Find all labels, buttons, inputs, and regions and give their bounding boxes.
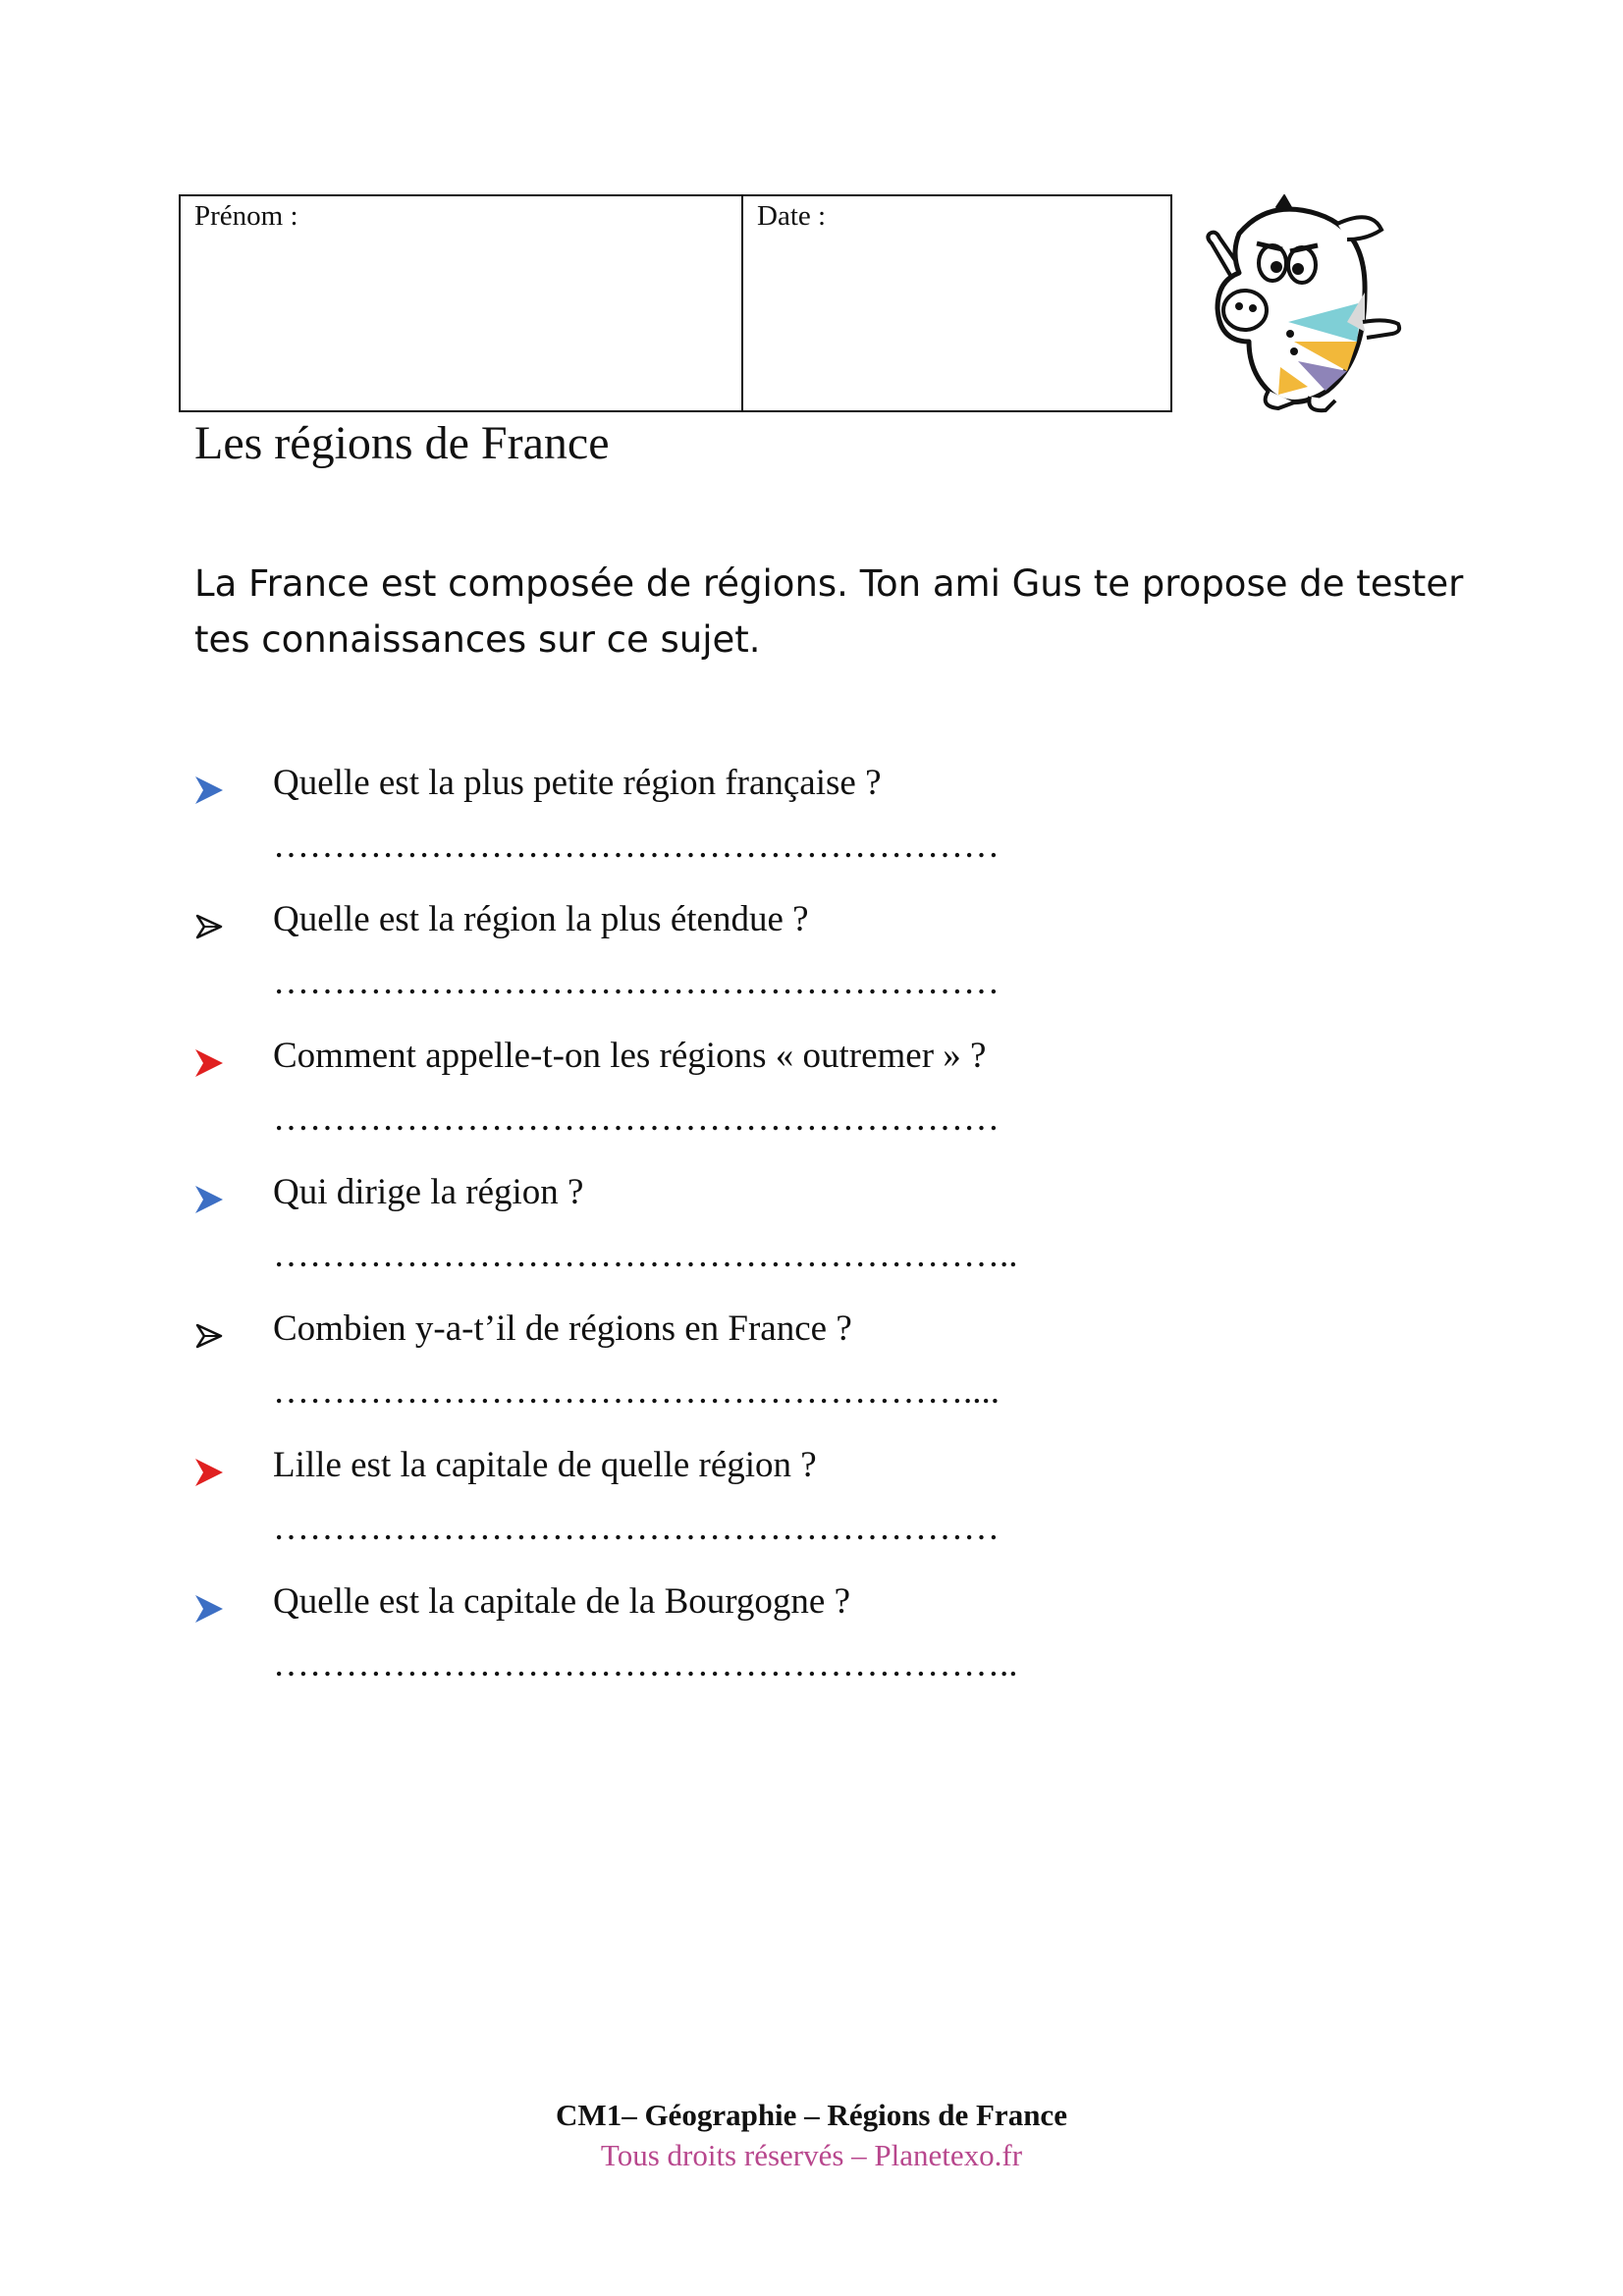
date-field[interactable]	[743, 196, 1170, 410]
answer-line[interactable]: ……………………………………………………	[273, 826, 1000, 866]
question-text: Qui dirige la région ?	[273, 1172, 584, 1212]
answer-line[interactable]: ……………………………………………………	[273, 1098, 1000, 1139]
answer-line[interactable]: ……………………………………………………..	[273, 1235, 1018, 1275]
red-arrow-icon	[192, 1456, 226, 1489]
question-text: Lille est la capitale de quelle région ?	[273, 1445, 817, 1485]
question-item	[0, 1445, 1623, 1570]
name-field[interactable]	[181, 196, 743, 410]
date-label: Date :	[757, 200, 827, 232]
question-text: Quelle est la plus petite région française ?	[273, 763, 882, 803]
question-item	[0, 1172, 1623, 1297]
question-item	[0, 1581, 1623, 1706]
blue-arrow-icon	[192, 1592, 226, 1626]
black-arrow-icon	[192, 1319, 226, 1353]
question-item	[0, 1036, 1623, 1160]
intro-line-2: tes connaissances sur ce sujet.	[194, 618, 761, 661]
answer-line[interactable]: ……………………………………………………	[273, 962, 1000, 1002]
question-text: Combien y-a-t’il de régions en France ?	[273, 1308, 852, 1349]
gus-mascot-icon	[1200, 194, 1408, 414]
answer-line[interactable]: ……………………………………………………	[273, 1508, 1000, 1548]
name-label: Prénom :	[194, 200, 298, 232]
page-title: Les régions de France	[194, 417, 610, 469]
question-text: Comment appelle-t-on les régions « outremer » ?	[273, 1036, 987, 1076]
answer-line[interactable]: …………………………………………………....	[273, 1371, 1000, 1412]
student-info-table	[179, 194, 1172, 412]
question-item	[0, 899, 1623, 1024]
question-text: Quelle est la région la plus étendue ?	[273, 899, 809, 939]
intro-text	[194, 556, 1471, 667]
answer-line[interactable]: ……………………………………………………..	[273, 1644, 1018, 1684]
red-arrow-icon	[192, 1046, 226, 1080]
intro-line-1: La France est composée de régions. Ton ami Gus te propose de tester	[194, 562, 1464, 605]
blue-arrow-icon	[192, 774, 226, 807]
question-text: Quelle est la capitale de la Bourgogne ?	[273, 1581, 851, 1622]
footer-credit: Tous droits réservés – Planetexo.fr	[600, 2138, 1023, 2172]
blue-arrow-icon	[192, 1183, 226, 1216]
footer-title: CM1– Géographie – Régions de France	[556, 2098, 1067, 2132]
question-item	[0, 1308, 1623, 1433]
question-item	[0, 763, 1623, 887]
black-arrow-icon	[192, 910, 226, 943]
